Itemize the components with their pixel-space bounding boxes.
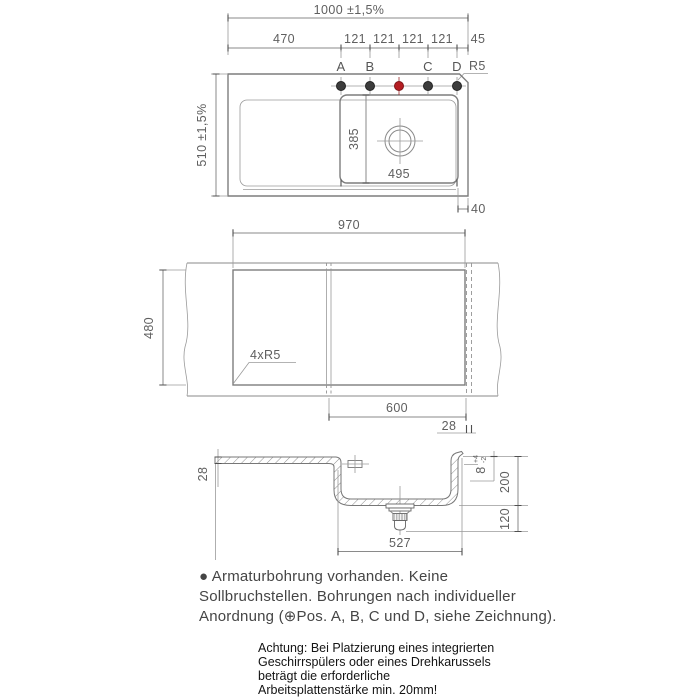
dim-8-tol-plus: +4: [473, 455, 480, 463]
corner-radius-label: R5: [469, 59, 486, 73]
faucet-hole-b-icon: [366, 82, 375, 91]
dim-8: 8: [474, 466, 488, 474]
dim-1000-label: 1000 ±1,5%: [313, 3, 385, 17]
note-line-2: Sollbruchstellen. Bohrungen nach individueller: [199, 588, 516, 605]
drain-flange-lower: [389, 508, 411, 511]
break-line-right: [497, 263, 501, 396]
bowl-projection-dashed: [327, 263, 332, 396]
corner-note-leader: [233, 363, 296, 385]
cutout-rect: [233, 270, 465, 385]
cutout-view: [142, 218, 501, 433]
dim-8-tol-minus: -2: [481, 456, 488, 463]
drain-flange-upper: [386, 504, 414, 508]
note-line-3: Anordnung (⊕Pos. A, B, C und D, siehe Zeichnung).: [199, 608, 557, 625]
dim-495: 495: [387, 167, 411, 181]
note-line-1: ● Armaturbohrung vorhanden. Keine: [199, 568, 449, 585]
dim-970: 970: [337, 218, 361, 232]
extension-lines-970: [233, 229, 465, 268]
warning-line-2: Geschirrspülers oder eines Drehkarussels: [258, 655, 491, 669]
hole-label-a: A: [336, 59, 346, 74]
warning-line-3: beträgt die erforderliche: [258, 669, 391, 683]
drain-crosshair: [377, 118, 423, 164]
dim-470: 470: [272, 32, 296, 46]
extension-lines-510: [211, 74, 227, 196]
corner-note-4xr5: 4xR5: [250, 348, 281, 362]
faucet-hole-crosshair: [342, 455, 369, 473]
dim-120: 120: [498, 507, 512, 531]
dim-480: 480: [142, 316, 156, 340]
warning-block: [258, 641, 494, 697]
faucet-hole-a-icon: [337, 82, 346, 91]
dim-45: 45: [470, 32, 486, 46]
dim-28: 28: [196, 466, 210, 482]
top-view: [195, 3, 488, 216]
sink-cross-section: [215, 452, 463, 506]
warning-line-4: Arbeitsplattenstärke min. 20mm!: [258, 683, 438, 697]
faucet-hole-d-icon: [453, 82, 462, 91]
hole-label-d: D: [452, 59, 462, 74]
dim-28-ticks: [467, 425, 472, 433]
dim-121-4: 121: [430, 32, 454, 46]
dim-40: 40: [471, 202, 486, 216]
drain-thread: [393, 514, 407, 521]
dim-121-1: 121: [343, 32, 367, 46]
dim-385: 385: [347, 127, 361, 151]
hole-label-b: B: [365, 59, 375, 74]
dim-600: 600: [385, 401, 409, 415]
hole-label-c: C: [423, 59, 433, 74]
bowl-projection-solid: [327, 270, 332, 385]
break-line-left: [184, 263, 188, 396]
hole-stub-lines: [341, 50, 457, 58]
faucet-hole-existing-icon: [395, 82, 404, 91]
warning-line-1: Achtung: Bei Platzierung eines integrierten: [258, 641, 495, 655]
notes-block: [199, 568, 557, 625]
dim-527: 527: [388, 536, 412, 550]
extension-lines-40: [458, 188, 468, 212]
edge-projection-dashed: [467, 263, 472, 396]
dim-200: 200: [498, 470, 512, 494]
dim-510: 510 ±1,5%: [195, 103, 209, 167]
section-view: [196, 449, 528, 560]
dim-28-edge: 28: [441, 419, 457, 433]
dim-121-3: 121: [401, 32, 425, 46]
dim-121-2: 121: [372, 32, 396, 46]
drain-tailpiece: [395, 521, 406, 531]
faucet-hole-c-icon: [424, 82, 433, 91]
